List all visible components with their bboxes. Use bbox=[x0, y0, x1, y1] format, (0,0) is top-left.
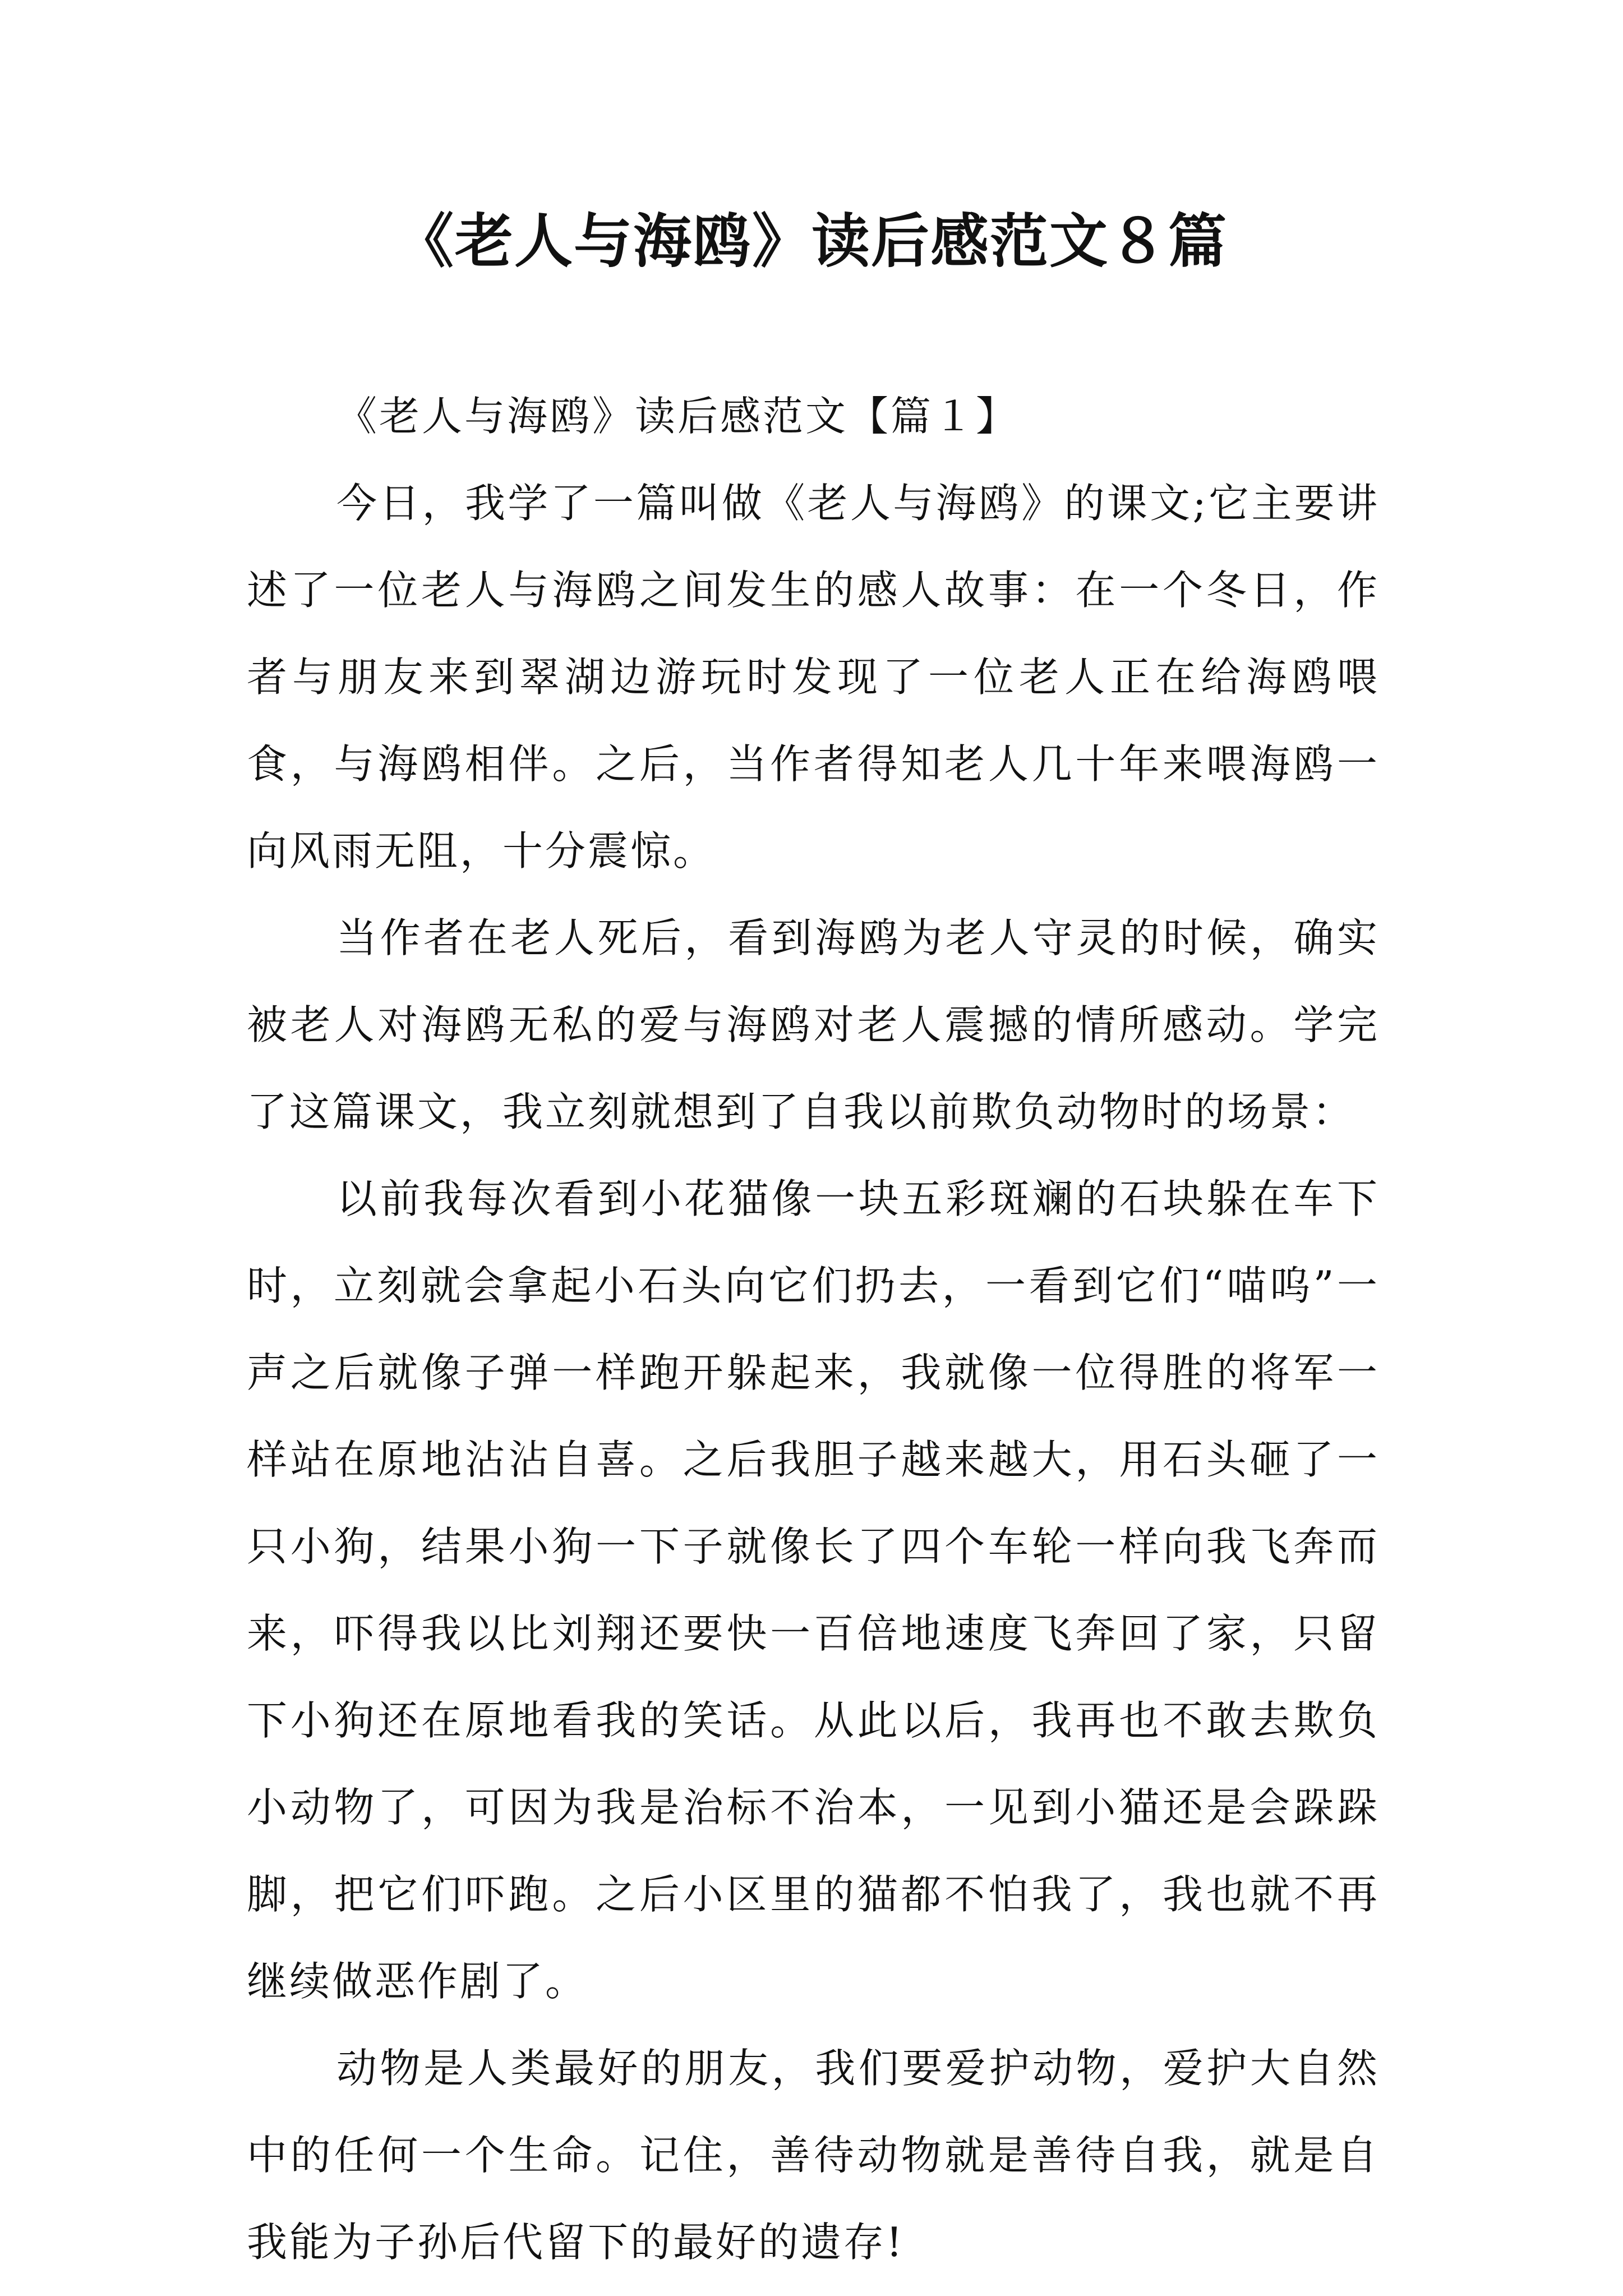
document-body bbox=[247, 373, 1380, 2286]
paragraph: 以前我每次看到小花猫像一块五彩斑斓的石块躲在车下时，立刻就会拿起小石头向它们扔去，一看到它们“喵呜”一声之后就像子弹一样跑开躲起来，我就像一位得胜的将军一样站在原地沾沾自喜。之后我胆子越来越大，用石头砸了一只小狗，结果小狗一下子就像长了四个车轮一样向我飞奔而来，吓得我以比刘翔还要快一百倍地速度飞奔回了家，只留下小狗还在原地看我的笑话。从此以后，我再也不敢去欺负小动物了，可因为我是治标不治本，一见到小猫还是会跺跺脚，把它们吓跑。之后小区里的猫都不怕我了，我也就不再继续做恶作剧了。 bbox=[247, 1175, 1380, 2005]
paragraph: 今日，我学了一篇叫做《老人与海鸥》的课文;它主要讲述了一位老人与海鸥之间发生的感人故事：在一个冬日，作者与朋友来到翠湖边游玩时发现了一位老人正在给海鸥喂食，与海鸥相伴。之后，当作者得知老人几十年来喂海鸥一向风雨无阻，十分震惊。 bbox=[247, 480, 1380, 875]
section-heading: 《老人与海鸥》读后感范文【篇１】 bbox=[336, 393, 1019, 440]
document-title: 《老人与海鸥》读后感范文８篇 bbox=[395, 206, 1228, 275]
paragraph: 当作者在老人死后，看到海鸥为老人守灵的时候，确实被老人对海鸥无私的爱与海鸥对老人震撼的情所感动。学完了这篇课文，我立刻就想到了自我以前欺负动物时的场景： bbox=[247, 914, 1380, 1135]
paragraph: 动物是人类最好的朋友，我们要爱护动物，爱护大自然中的任何一个生命。记住，善待动物就是善待自我，就是自我能为子孙后代留下的最好的遗存! bbox=[247, 2045, 1380, 2266]
